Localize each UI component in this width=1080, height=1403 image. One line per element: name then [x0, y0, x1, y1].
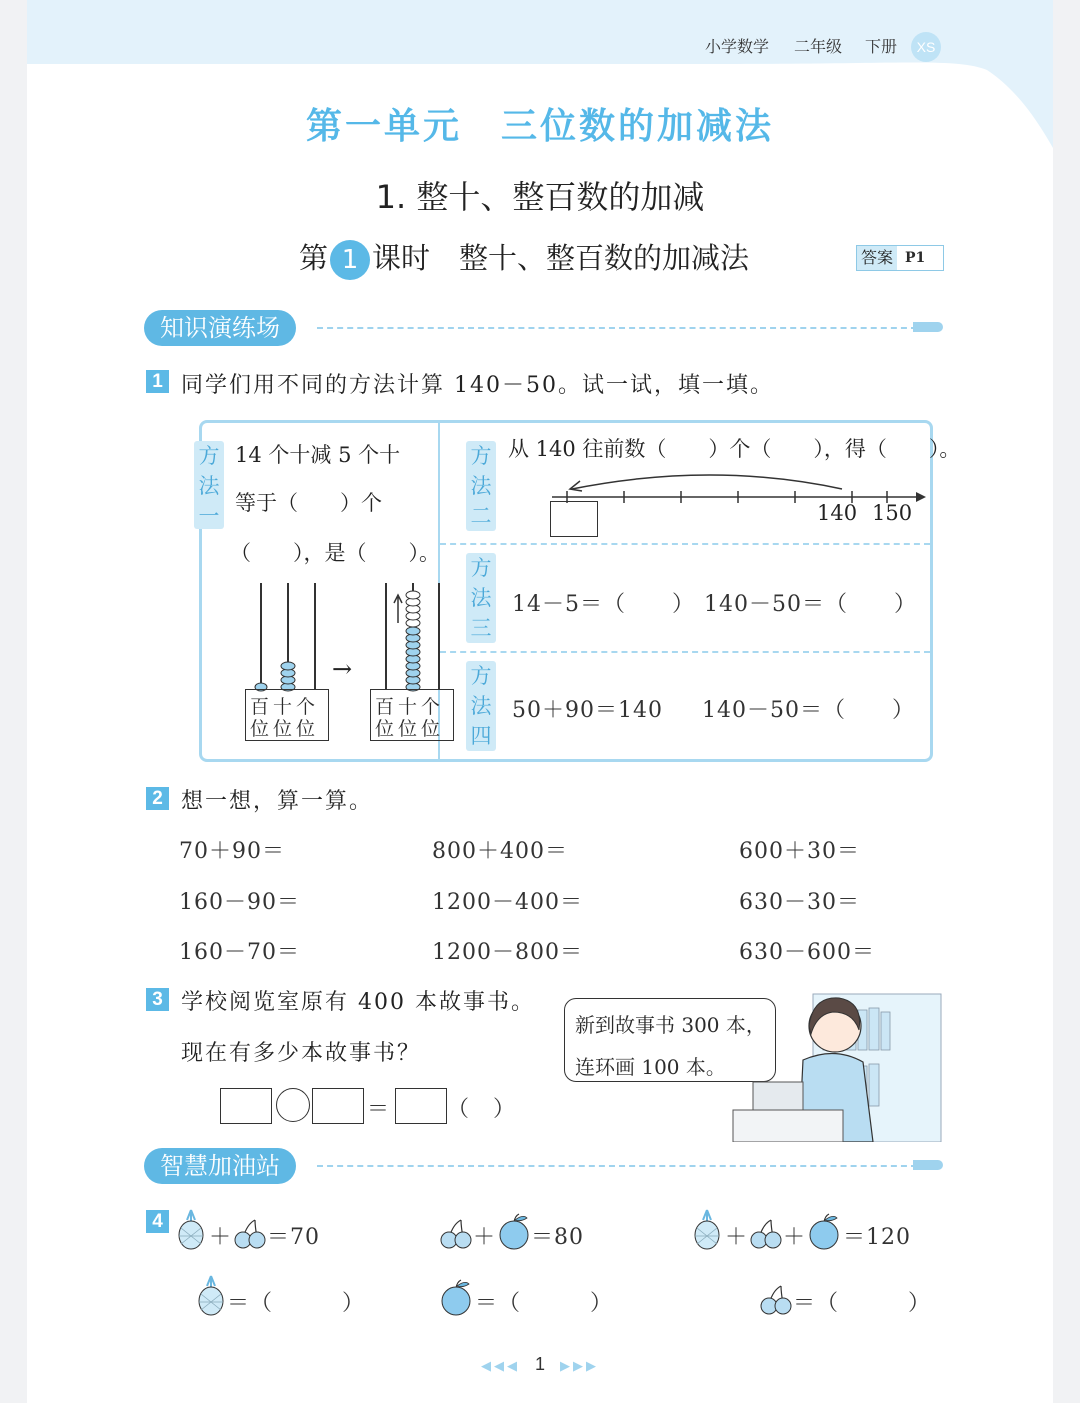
- period-suffix: 课时 整十、整百数的加减法: [372, 241, 750, 275]
- lesson-title: 1. 整十、整百数的加减: [375, 178, 705, 216]
- plus-sign: ＋: [473, 1225, 497, 1250]
- period-number-badge: 1: [330, 240, 370, 280]
- bubble-line2: 连环画 100 本。: [575, 1055, 726, 1079]
- calc-item: 630－30＝: [739, 890, 860, 915]
- place-value-bottom: 位位位: [250, 718, 320, 740]
- apple-answer[interactable]: ＝（ ）: [475, 1291, 614, 1316]
- apple-icon: [439, 1278, 473, 1316]
- unit-title: 第一单元 三位数的加减法: [305, 106, 774, 147]
- method-4-eq2: 140－50＝（ ）: [702, 698, 915, 723]
- header-volume: 下册: [865, 39, 898, 56]
- pencil-icon: [913, 1160, 943, 1170]
- equals-sign: ＝: [367, 1097, 391, 1122]
- section-divider: [317, 327, 917, 329]
- place-value-chart-before: [245, 689, 329, 741]
- page-number: 1: [534, 1354, 545, 1374]
- calc-item: 1200－800＝: [432, 940, 583, 965]
- method-1-line2: 等于（ ）个: [235, 491, 382, 515]
- calc-item: 70＋90＝: [179, 839, 285, 864]
- calc-item: 160－90＝: [179, 890, 300, 915]
- header-grade: 二年级: [794, 39, 843, 56]
- question-3-line1: 学校阅览室原有 400 本故事书。: [181, 990, 535, 1015]
- method-4-eq1: 50＋90＝140: [512, 698, 663, 723]
- pineapple-answer[interactable]: ＝（ ）: [227, 1291, 366, 1316]
- cherry-icon: [759, 1284, 793, 1316]
- header-subject: 小学数学: [705, 39, 770, 56]
- question-3-line2: 现在有多少本故事书？: [181, 1041, 422, 1066]
- answer-label: 答案: [857, 246, 897, 270]
- place-value-top: 百十个: [375, 696, 445, 718]
- cherry-icon: [439, 1218, 473, 1250]
- question-1-number: 1: [146, 370, 169, 393]
- question-1-text: 同学们用不同的方法计算 140－50。试一试，填一填。: [181, 373, 774, 398]
- bubble-line1: 新到故事书 300 本，: [575, 1013, 766, 1037]
- pineapple-icon: [195, 1274, 227, 1316]
- period-prefix: 第: [299, 241, 329, 275]
- cherry-answer[interactable]: ＝（ ）: [793, 1291, 932, 1316]
- unit-paren: （ ）: [447, 1097, 517, 1122]
- method-divider-2: [440, 651, 930, 653]
- pineapple-icon: [691, 1208, 723, 1250]
- calc-item: 600＋30＝: [739, 839, 860, 864]
- question-2-number: 2: [146, 787, 169, 810]
- xs-badge: XS: [911, 32, 941, 62]
- abacus-rod: [385, 583, 387, 689]
- plus-sign: ＋: [783, 1225, 807, 1250]
- apple-icon: [497, 1212, 531, 1250]
- tick-label-150: 150: [872, 501, 913, 525]
- question-4-number: 4: [146, 1210, 169, 1233]
- method-1-line3: （ ），是（ ）。: [230, 541, 440, 565]
- equation-box-2[interactable]: [312, 1088, 364, 1124]
- method-3-eq2: 140－50＝（ ）: [704, 592, 917, 617]
- q4-eq3-result: ＝120: [843, 1225, 911, 1250]
- operator-circle[interactable]: [276, 1088, 310, 1122]
- left-arrows-icon: ◀◀◀: [480, 1358, 520, 1373]
- section-divider: [317, 1165, 917, 1167]
- plus-sign: ＋: [209, 1225, 233, 1250]
- q4-eq2-result: ＝80: [531, 1225, 584, 1250]
- librarian-illustration: [713, 990, 943, 1142]
- right-arrows-icon: ▶▶▶: [560, 1358, 600, 1373]
- page-number-footer: [27, 1354, 1053, 1375]
- q4-eq1-result: ＝70: [267, 1225, 320, 1250]
- cherry-icon: [749, 1218, 783, 1250]
- pencil-icon: [913, 322, 943, 332]
- section-practice-tag: 知识演练场: [144, 310, 296, 346]
- calc-item: 160－70＝: [179, 940, 300, 965]
- method-1-line1: 14 个十减 5 个十: [235, 443, 401, 467]
- place-value-top: 百十个: [250, 696, 320, 718]
- calc-item: 1200－400＝: [432, 890, 583, 915]
- period-title: [299, 236, 749, 280]
- abacus-rod: [438, 583, 440, 689]
- pineapple-icon: [175, 1208, 207, 1250]
- answer-page: P1: [905, 250, 926, 266]
- cherry-icon: [233, 1218, 267, 1250]
- calc-item: 630－600＝: [739, 940, 875, 965]
- section-wisdom-tag: 智慧加油站: [144, 1148, 296, 1184]
- method-3-label: 方法三: [466, 553, 496, 643]
- apple-icon: [807, 1212, 841, 1250]
- tick-label-140: 140: [817, 501, 858, 525]
- question-3-number: 3: [146, 988, 169, 1011]
- method-2-label: 方法二: [466, 441, 496, 531]
- method-box: [198, 420, 961, 762]
- abacus-beads-before: [250, 653, 330, 693]
- abacus-beads-after: [392, 583, 432, 693]
- answer-reference: [856, 245, 944, 271]
- plus-sign: ＋: [725, 1225, 749, 1250]
- equation-box-result[interactable]: [395, 1088, 447, 1124]
- method-divider-1: [440, 543, 930, 545]
- method-1-label: 方法一: [194, 441, 224, 529]
- abacus-arrow: →: [332, 655, 353, 683]
- worksheet-page: [27, 0, 1053, 1403]
- method-2-text: 从 140 往前数（ ）个（ ），得（ ）。: [508, 437, 961, 461]
- question-2-text: 想一想，算一算。: [181, 789, 374, 814]
- method-3-eq1: 14－5＝（ ）: [512, 592, 695, 617]
- calc-item: 800＋400＝: [432, 839, 568, 864]
- number-line-answer-box[interactable]: [550, 501, 598, 537]
- equation-box-1[interactable]: [220, 1088, 272, 1124]
- place-value-bottom: 位位位: [375, 718, 445, 740]
- method-4-label: 方法四: [466, 661, 496, 751]
- place-value-chart-after: [370, 689, 454, 741]
